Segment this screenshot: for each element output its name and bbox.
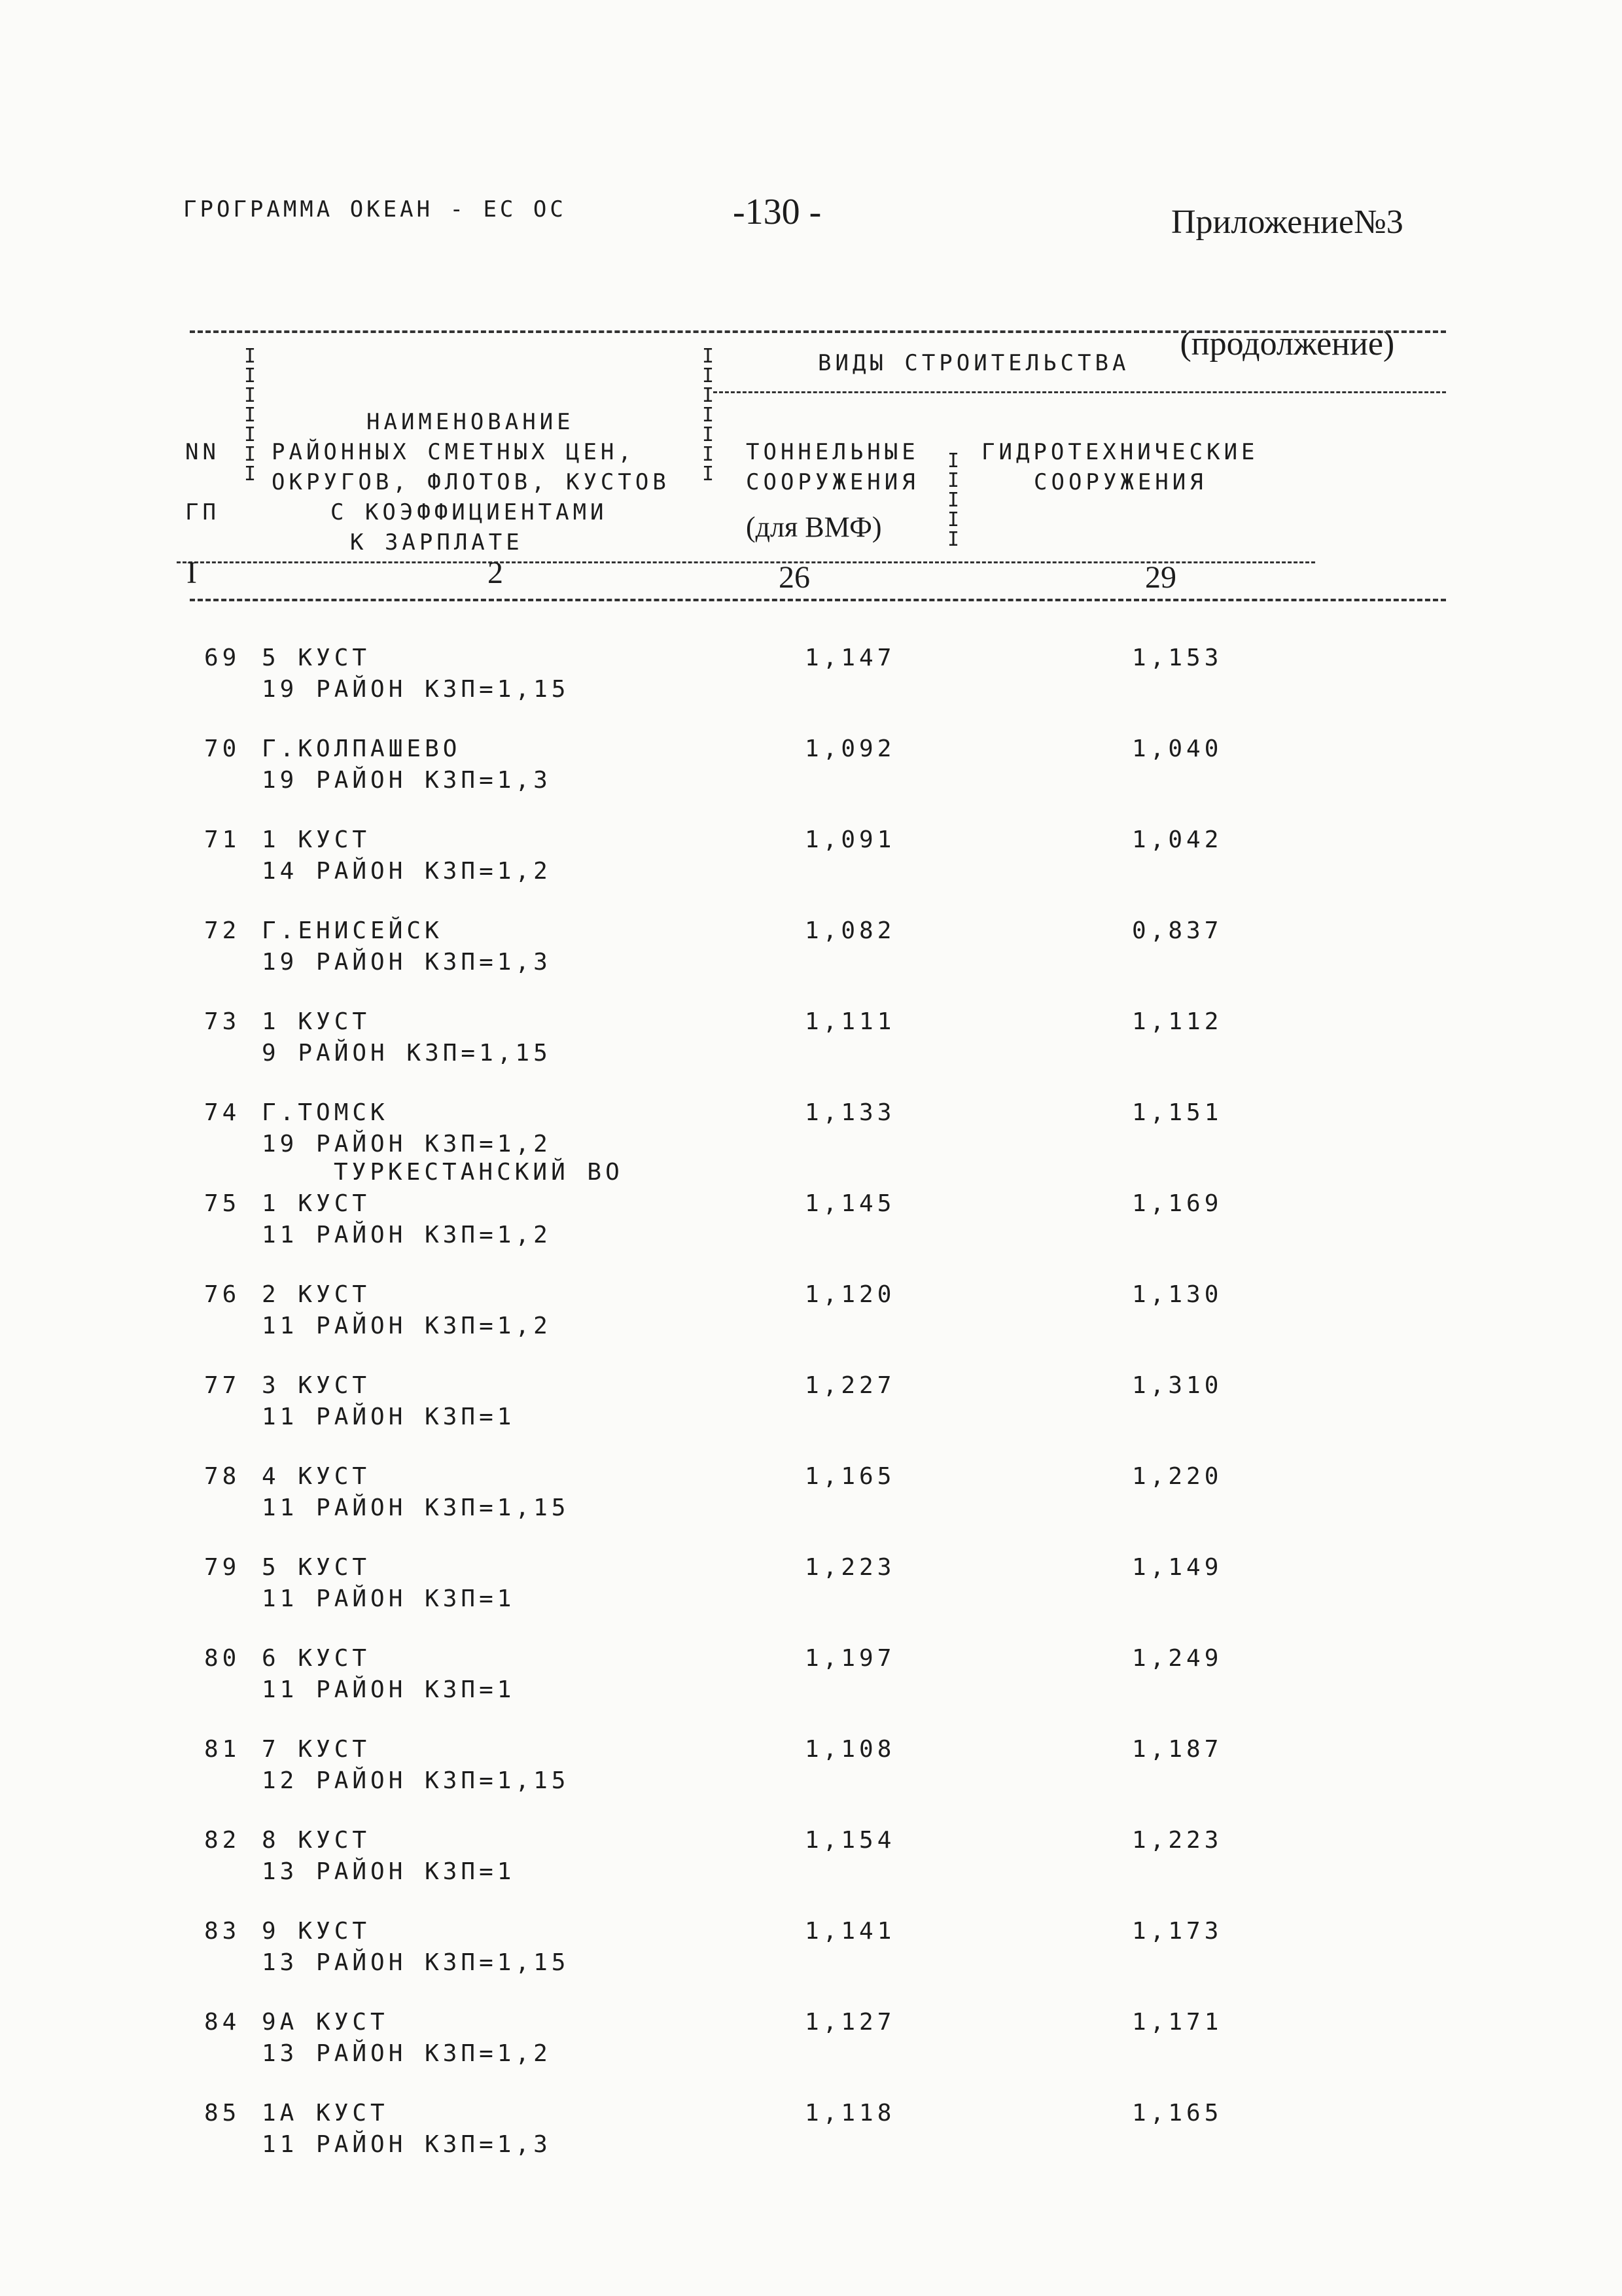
row-name-line2: 11 РАЙОН КЗП=1,2 (262, 1222, 552, 1248)
row-name-line1: 1 КУСТ (262, 1190, 371, 1217)
row-group-heading: ТУРКЕСТАНСКИЙ ВО (334, 1159, 624, 1186)
tunnel-coefficient: 1,091 (805, 826, 896, 853)
column-number-29: 29 (1145, 560, 1176, 595)
row-number: 75 (204, 1190, 241, 1217)
tunnel-coefficient: 1,118 (805, 2100, 896, 2127)
header-bottom-rule (190, 599, 1446, 601)
hydro-coefficient: 1,042 (1132, 826, 1223, 853)
col26-header-line3: (для ВМФ) (746, 511, 882, 543)
table-row (0, 1554, 1622, 1646)
table-row (0, 1463, 1622, 1555)
hydro-coefficient: 1,310 (1132, 1372, 1223, 1399)
row-name-line2: 12 РАЙОН КЗП=1,15 (262, 1767, 570, 1794)
row-name-line1: 5 КУСТ (262, 645, 371, 671)
hydro-coefficient: 1,187 (1132, 1736, 1223, 1763)
hydro-coefficient: 1,112 (1132, 1008, 1223, 1035)
row-name-line1: Г.КОЛПАШЕВО (262, 735, 461, 762)
top-rule (190, 330, 1446, 333)
row-name-line1: 3 КУСТ (262, 1372, 371, 1399)
hydro-coefficient: 1,153 (1132, 645, 1223, 671)
row-name-line1: 1 КУСТ (262, 1008, 371, 1035)
table-row (0, 1372, 1622, 1464)
tunnel-coefficient: 1,165 (805, 1463, 896, 1490)
table-row (0, 1159, 1622, 1282)
hydro-coefficient: 1,173 (1132, 1918, 1223, 1945)
name-header-line1: НАИМЕНОВАНИЕ (366, 409, 574, 435)
appendix-line2: (продолжение) (1180, 325, 1395, 362)
table-row (0, 645, 1622, 736)
tunnel-coefficient: 1,133 (805, 1099, 896, 1126)
col26-header-line2: СООРУЖЕНИЯ (746, 469, 919, 495)
column-number-1: I (186, 556, 197, 590)
row-name-line2: 14 РАЙОН КЗП=1,2 (262, 858, 552, 885)
row-name-line1: 9 КУСТ (262, 1918, 371, 1945)
hydro-coefficient: 1,220 (1132, 1463, 1223, 1490)
row-number: 79 (204, 1554, 241, 1581)
table-row (0, 917, 1622, 1009)
column-number-rule (177, 561, 1315, 563)
table-row (0, 1645, 1622, 1737)
row-name-line1: 2 КУСТ (262, 1281, 371, 1308)
table-row (0, 1827, 1622, 1918)
tunnel-coefficient: 1,111 (805, 1008, 896, 1035)
table-row (0, 1099, 1622, 1191)
hydro-coefficient: 1,169 (1132, 1190, 1223, 1217)
row-name-line1: 1 КУСТ (262, 826, 371, 853)
table-row (0, 735, 1622, 827)
tunnel-coefficient: 1,120 (805, 1281, 896, 1308)
tunnel-coefficient: 1,108 (805, 1736, 896, 1763)
col26-header-line1: ТОННЕЛЬНЫЕ (746, 439, 919, 465)
hydro-coefficient: 1,171 (1132, 2009, 1223, 2036)
tunnel-coefficient: 1,223 (805, 1554, 896, 1581)
tunnel-coefficient: 1,092 (805, 735, 896, 762)
row-number: 83 (204, 1918, 241, 1945)
row-name-line2: 13 РАЙОН КЗП=1,2 (262, 2040, 552, 2067)
row-number: 73 (204, 1008, 241, 1035)
table-row (0, 2100, 1622, 2191)
table-row (0, 2009, 1622, 2100)
tunnel-coefficient: 1,154 (805, 1827, 896, 1854)
tunnel-coefficient: 1,227 (805, 1372, 896, 1399)
table-row (0, 1918, 1622, 2009)
row-number: 74 (204, 1099, 241, 1126)
tunnel-coefficient: 1,145 (805, 1190, 896, 1217)
row-name-line2: 19 РАЙОН КЗП=1,15 (262, 676, 570, 703)
hydro-coefficient: 1,151 (1132, 1099, 1223, 1126)
appendix-line1: Приложение№3 (1171, 203, 1403, 241)
row-name-line1: 4 КУСТ (262, 1463, 371, 1490)
row-name-line2: 19 РАЙОН КЗП=1,3 (262, 949, 552, 976)
row-number: 78 (204, 1463, 241, 1490)
column-number-2: 2 (487, 556, 503, 590)
table-row (0, 826, 1622, 918)
hydro-coefficient: 0,837 (1132, 917, 1223, 944)
row-name-line1: 9А КУСТ (262, 2009, 389, 2036)
hydro-coefficient: 1,149 (1132, 1554, 1223, 1581)
row-name-line2: 11 РАЙОН КЗП=1 (262, 1404, 516, 1430)
table-row (0, 1736, 1622, 1828)
row-name-line1: Г.ТОМСК (262, 1099, 389, 1126)
row-number: 82 (204, 1827, 241, 1854)
row-number: 69 (204, 645, 241, 671)
nn-header-line1: NN (185, 439, 220, 465)
row-number: 81 (204, 1736, 241, 1763)
hydro-coefficient: 1,165 (1132, 2100, 1223, 2127)
col29-header-line2: СООРУЖЕНИЯ (1034, 469, 1207, 495)
construction-types-title: ВИДЫ СТРОИТЕЛЬСТВА (818, 350, 1130, 376)
row-name-line1: 1А КУСТ (262, 2100, 389, 2127)
row-name-line2: 9 РАЙОН КЗП=1,15 (262, 1040, 552, 1067)
name-header-line3: ОКРУГОВ, ФЛОТОВ, КУСТОВ (272, 469, 670, 495)
name-header-line4: С КОЭФФИЦИЕНТАМИ (330, 499, 608, 525)
name-header-line5: К ЗАРПЛАТЕ (350, 529, 523, 556)
tunnel-coefficient: 1,127 (805, 2009, 896, 2036)
table-row (0, 1281, 1622, 1373)
hydro-coefficient: 1,130 (1132, 1281, 1223, 1308)
row-name-line2: 11 РАЙОН КЗП=1,3 (262, 2131, 552, 2158)
row-name-line2: 13 РАЙОН КЗП=1,15 (262, 1949, 570, 1976)
row-number: 85 (204, 2100, 241, 2127)
row-number: 70 (204, 735, 241, 762)
column-number-26: 26 (779, 560, 810, 595)
table-row (0, 1008, 1622, 1100)
row-name-line1: 8 КУСТ (262, 1827, 371, 1854)
row-name-line2: 11 РАЙОН КЗП=1 (262, 1676, 516, 1703)
row-number: 71 (204, 826, 241, 853)
row-number: 76 (204, 1281, 241, 1308)
column-separator: I I I I I I I (701, 345, 718, 486)
row-name-line2: 19 РАЙОН КЗП=1,3 (262, 767, 552, 794)
row-number: 77 (204, 1372, 241, 1399)
row-number: 72 (204, 917, 241, 944)
row-name-line2: 19 РАЙОН КЗП=1,2 (262, 1131, 552, 1157)
row-name-line1: 7 КУСТ (262, 1736, 371, 1763)
appendix-label (1171, 121, 1403, 405)
tunnel-coefficient: 1,197 (805, 1645, 896, 1672)
column-separator: I I I I I I I (243, 345, 260, 486)
group-rule (713, 391, 1446, 393)
row-number: 84 (204, 2009, 241, 2036)
row-name-line1: 5 КУСТ (262, 1554, 371, 1581)
row-name-line2: 13 РАЙОН КЗП=1 (262, 1858, 516, 1885)
column-separator: I I I I I (947, 450, 964, 551)
hydro-coefficient: 1,249 (1132, 1645, 1223, 1672)
row-name-line1: 6 КУСТ (262, 1645, 371, 1672)
row-name-line2: 11 РАЙОН КЗП=1,15 (262, 1494, 570, 1521)
tunnel-coefficient: 1,141 (805, 1918, 896, 1945)
row-number: 80 (204, 1645, 241, 1672)
nn-header-line2: ГП (185, 499, 220, 525)
tunnel-coefficient: 1,082 (805, 917, 896, 944)
hydro-coefficient: 1,223 (1132, 1827, 1223, 1854)
row-name-line2: 11 РАЙОН КЗП=1,2 (262, 1313, 552, 1339)
program-title: ГРОГРАММА ОКЕАН - ЕС ОС (183, 196, 567, 222)
name-header-line2: РАЙОННЫХ СМЕТНЫХ ЦЕН, (272, 439, 635, 465)
hydro-coefficient: 1,040 (1132, 735, 1223, 762)
page-number: -130 - (733, 192, 822, 232)
row-name-line1: Г.ЕНИСЕЙСК (262, 917, 443, 944)
row-name-line2: 11 РАЙОН КЗП=1 (262, 1585, 516, 1612)
tunnel-coefficient: 1,147 (805, 645, 896, 671)
col29-header-line1: ГИДРОТЕХНИЧЕСКИЕ (981, 439, 1259, 465)
